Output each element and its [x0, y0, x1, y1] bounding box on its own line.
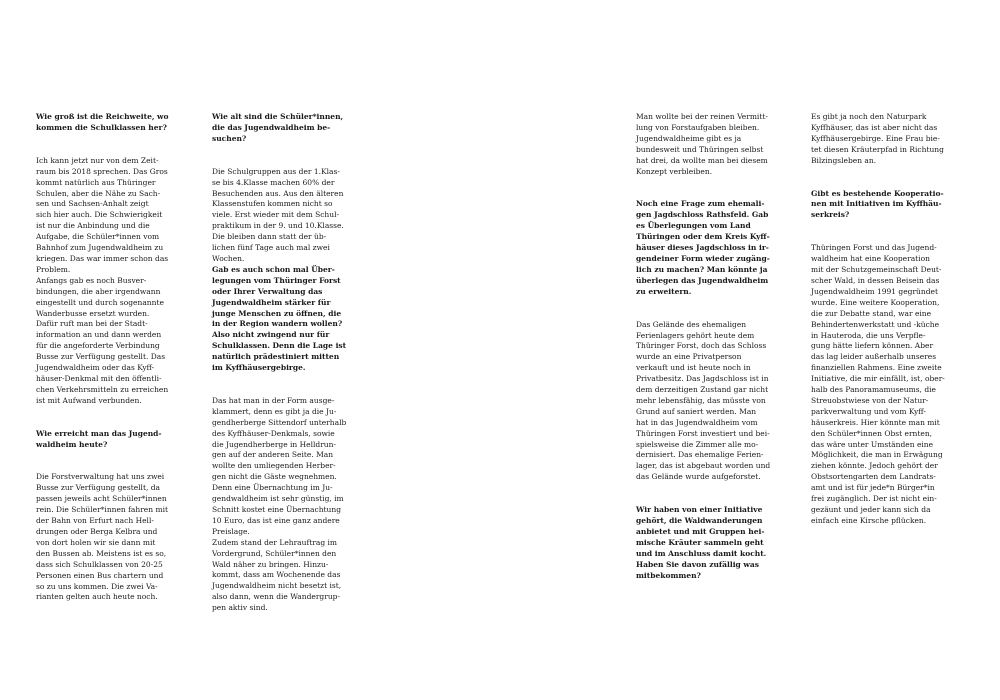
interview-question: Wir haben von einer Initiative gehört, die Waldwanderungen anbietet und mit Gruppen hei- mische Kräuter sammeln geht und im Anschluss damit kocht. Haben Sie davon zufällig was mitbekommen? [636, 505, 767, 580]
interview-answer: Thüringen Forst und das Jugend- waldheim hat eine Kooperation mit der Schutzgemeinschaft Deut- scher Wald, in dessen Beisein das Jugendwaldheim 1991 gegründet wurde. Eine weitere Kooperation, die zur Debatte stand, war eine Behindertenwerkstatt und -küche in Hauteroda, die uns Verpfle- gung hätte liefern können. Aber das lag leider außerhalb unseres finanziellen Rahmens. Eine zweite Initiative, die mir einfällt, ist, ober- halb des Panoramamuseums, die Streuobstwiese von der Natur- parkverwaltung und vom Kyff- häuserkreis. Hier könnte man mit den Schüler*innen Obst ernten, das wäre unter Umständen eine Möglichkeit, die man in Erwägung ziehen könnte. Jedoch gehört der Obstsortengarten dem Landrats- amt und ist für jede*n Bürger*in frei zugänglich. Der ist nicht ein- gezäunt und jeder kann sich da einfach eine Kirsche pflücken. [811, 243, 945, 525]
interview-answer: Das Gelände des ehemaligen Ferienlagers gehört heute dem Thüringer Forst, doch das Schloss wurde an eine Privatperson verkauft und ist heute noch in Privatbesitz. Das Jagdschloss ist in dem derzeitigen Zustand gar nicht mehr lebensfähig, das müsste von Grund auf saniert werden. Man hat in das Jugendwaldheim vom Thüringen Forst investiert und bei- spielsweise die Zimmer alle mo- dernisiert. Das ehemalige Ferien- lager, das ist abgebaut worden und das Gelände wurde aufgeforstet. [636, 319, 771, 482]
paragraph-spacer [212, 145, 364, 167]
paragraph-spacer [636, 483, 788, 505]
text-column-1 [36, 112, 188, 603]
interview-question: Wie groß ist die Reichweite, wo kommen die Schulklassen her? [36, 112, 169, 132]
interview-answer: Es gibt ja noch den Naturpark Kyffhäuser, das ist aber nicht das Kyffhäusergebirge. Eine Frau bie- tet diesen Kräuterpfad in Richtung Bilzingsleben an. [811, 112, 944, 165]
interview-answer: Ich kann jetzt nur von dem Zeit- raum bis 2018 sprechen. Das Gros kommt natürlich aus Thüringer Schulen, aber die Nähe zu Sach- sen und Sachsen-Anhalt zeigt sich hier auch. Die Schwierigkeit ist nur die Anbindung und die Aufgabe, die Schüler*innen vom Bahnhof zum Jugendwaldheim zu kriegen. Das war immer schon das Problem. Anfangs gab es noch Busver- bindungen, die aber irgendwann eingestellt und durch sogenannte Wanderbusse ersetzt wurden. Dafür ruft man bei der Stadt- information an und dann werden für die angeforderte Verbindung Busse zur Verfügung gestellt. Das Jugendwaldheim oder das Kyff- häuser-Denkmal mit den öffentli- chen Verkehrsmitteln zu erreichen ist mit Aufwand verbunden. [36, 155, 169, 405]
paragraph-spacer [36, 450, 188, 472]
paragraph-spacer [36, 407, 188, 429]
interview-question: Gibt es bestehende Kooperatio- nen mit Initiativen im Kyffhäu- serkreis? [811, 188, 944, 220]
interview-answer: Die Schulgruppen aus der 1.Klas- se bis 4.Klasse machen 60% der Besuchenden aus. Aus den älteren Klassenstufen kommen nicht so viele. Erst wieder mit dem Schul- praktikum in der 9. und 10.Klasse. Die bleiben dann statt der üb- lichen fünf Tage auch mal zwei Wochen. [212, 166, 344, 263]
interview-answer: Man wollte bei der reinen Vermitt- lung von Forstaufgaben bleiben. Jugendwaldheime gibt es ja bundesweit und Thüringen selbst hat drei, da wollte man bei diesem Konzept verbleiben. [636, 112, 768, 176]
paragraph-spacer [811, 167, 963, 189]
paragraph-spacer [36, 134, 188, 156]
text-column-2 [212, 112, 364, 614]
paragraph-spacer [636, 177, 788, 199]
paragraph-spacer [636, 298, 788, 320]
paragraph-spacer [811, 221, 963, 243]
interview-question: Wie alt sind die Schüler*innen, die das Jugendwaldheim be- suchen? [212, 112, 344, 143]
interview-answer: Die Forstverwaltung hat uns zwei Busse zur Verfügung gestellt, da passen jeweils acht Schüler*innen rein. Die Schüler*innen fahren mit der Bahn von Erfurt nach Hell- drungen oder Berga Kelbra und von dort holen wir sie dann mit den Bussen ab. Meistens ist es so, dass sich Schulklassen von 20-25 Personen einen Bus chartern und so zu uns kommen. Die zwei Va- rianten gelten auch heute noch. [36, 472, 168, 602]
interview-question: Gab es auch schon mal Über- legungen vom Thüringer Forst oder Ihrer Verwaltung das Jugendwaldheim stärker für junge Menschen zu öffnen, die in der Region wandern wollen? Also nicht zwingend nur für Schulklassen. Denn die Lage ist natürlich prädestiniert mitten im Kyffhäusergebirge. [212, 264, 347, 373]
text-column-4 [811, 112, 963, 527]
interview-question: Wie erreicht man das Jugend- waldheim heute? [36, 428, 162, 449]
paragraph-spacer [212, 374, 364, 396]
interview-question: Noch eine Frage zum ehemali- gen Jagdschloss Rathsfeld. Gab es Überlegungen vom Land Thüringen oder dem Kreis Kyff- häuser dieses Jagdschloss in ir- gendeiner Form wieder zugäng- lich zu machen? Man könnte ja überlegen das Jugendwaldheim zu erweitern. [636, 199, 770, 296]
interview-answer: Das hat man in der Form ausge- klammert, denn es gibt ja die Ju- gendherberge Sittendorf unterhalb des Kyffhäuser-Denkmals, sowie die Jugendherberge in Helldrun- gen auf der anderen Seite. Man wollte den umliegenden Herber- gen nicht die Gäste wegnehmen. Denn eine Übernachtung im Ju- gendwaldheim ist sehr günstig, im Schnitt kostet eine Übernachtung 10 Euro, das ist eine ganz andere Preislage. Zudem stand der Lehrauftrag im Vordergrund, Schüler*innen den Wald näher zu bringen. Hinzu- kommt, dass am Wochenende das Jugendwaldheim nicht besetzt ist, also dann, wenn die Wandergrup- pen aktiv sind. [212, 395, 347, 613]
text-column-3 [636, 112, 788, 582]
